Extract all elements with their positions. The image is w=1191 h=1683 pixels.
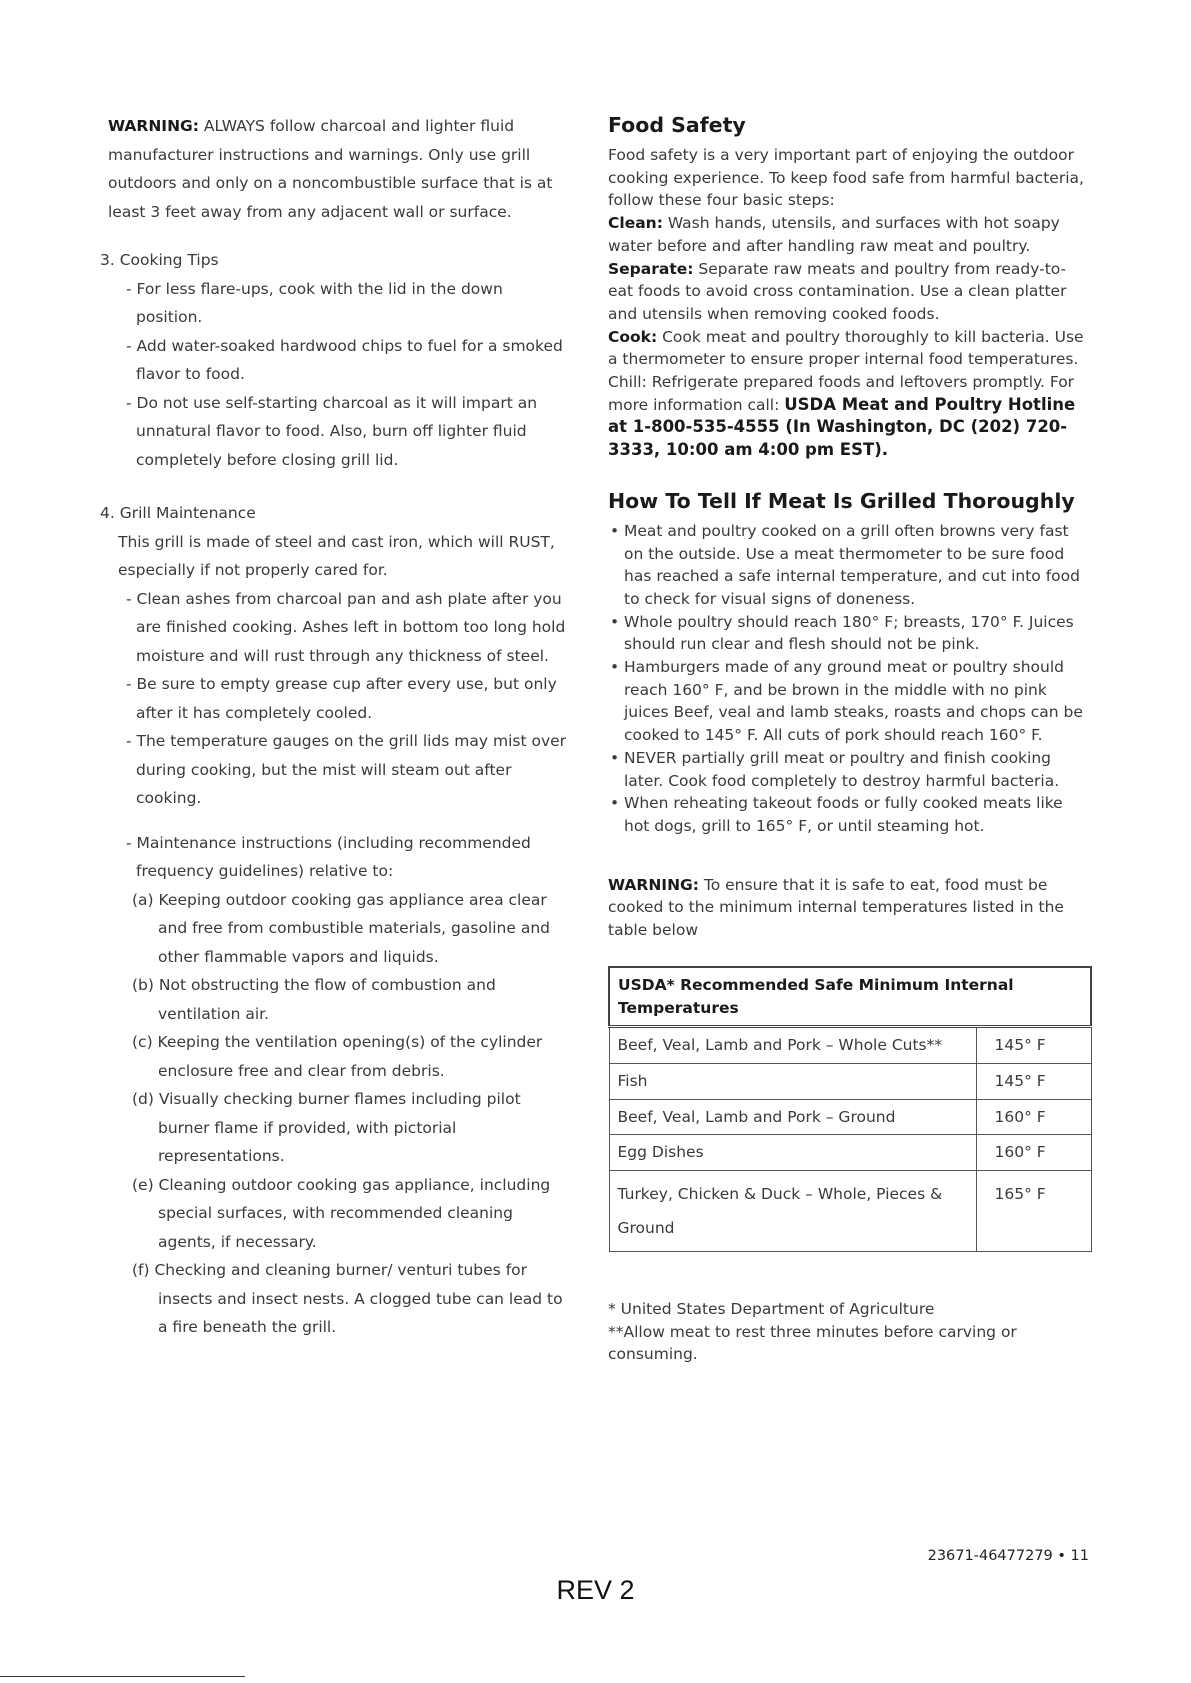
- page-reference: 23671-46477279 • 11: [927, 1548, 1089, 1564]
- warning2-label: WARNING:: [608, 875, 699, 894]
- chill-text: Chill: Refrigerate prepared foods and leftovers promptly. For more information call:: [608, 373, 1075, 414]
- cook-step: [608, 326, 1086, 371]
- footnotes: [608, 1298, 1086, 1366]
- list-item: • Whole poultry should reach 180° F; breasts, 170° F. Juices should run clear and flesh should not be pink.: [608, 611, 1086, 656]
- meat-title: How To Tell If Meat Is Grilled Thoroughly: [608, 488, 1075, 513]
- warning-text: ALWAYS follow charcoal and lighter fluid manufacturer instructions and warnings. Only use grill outdoors and only on a noncombustible surface that is at least 3 feet away from any adjacent wall or surface.: [108, 117, 553, 221]
- warning2-text: To ensure that it is safe to eat, food must be cooked to the minimum internal temperatures listed in the table below: [608, 875, 1064, 940]
- footnote: * United States Department of Agriculture: [608, 1300, 935, 1319]
- meat-section: [608, 488, 1086, 838]
- temp-cell: 165° F: [976, 1171, 1091, 1252]
- table-header-row: [609, 967, 1091, 1027]
- spacer: [118, 813, 573, 829]
- list-item: • When reheating takeout foods or fully cooked meats like hot dogs, grill to 165° F, or until steaming hot.: [608, 792, 1086, 837]
- food-cell: Fish: [609, 1063, 976, 1099]
- table-row: [609, 1135, 1091, 1171]
- section-number: 4.: [100, 504, 115, 522]
- cooking-tips-heading: [100, 246, 573, 275]
- chill-step: [608, 371, 1086, 462]
- cooking-tips-section: [100, 246, 573, 474]
- cook-text: Cook meat and poultry thoroughly to kill bacteria. Use a thermometer to ensure proper internal food temperatures.: [608, 327, 1084, 369]
- list-item: - Add water-soaked hardwood chips to fuel for a smoked flavor to food.: [126, 336, 563, 383]
- sub-item-c: (c) Keeping the ventilation opening(s) of the cylinder enclosure free and clear from debris.: [132, 1033, 543, 1080]
- list-item: - Do not use self-starting charcoal as it will impart an unnatural flavor to food. Also, burn off lighter fluid completely before closing grill lid.: [126, 393, 538, 469]
- meat-bullet-list: [608, 520, 1086, 838]
- temperature-table: [608, 966, 1092, 1252]
- table-row: [609, 1063, 1091, 1099]
- list-item: - For less flare-ups, cook with the lid in the down position.: [126, 279, 503, 326]
- list-item: • NEVER partially grill meat or poultry and finish cooking later. Cook food completely to destroy harmful bacteria.: [608, 747, 1086, 792]
- maintenance-heading: [100, 499, 573, 528]
- clean-step: [608, 212, 1086, 257]
- bottom-rule: [0, 1676, 245, 1677]
- sub-item-e: (e) Cleaning outdoor cooking gas appliance, including special surfaces, with recommended cleaning agents, if necessary.: [132, 1175, 551, 1251]
- table-header: USDA* Recommended Safe Minimum Internal Temperatures: [609, 967, 1091, 1027]
- table-row: [609, 1171, 1091, 1252]
- sub-item-d: (d) Visually checking burner flames including pilot burner flame if provided, with pictorial representations.: [132, 1090, 521, 1165]
- right-column: [608, 112, 1086, 1366]
- list-item: • Meat and poultry cooked on a grill often browns very fast on the outside. Use a meat thermometer to be sure food has reached a safe internal temperature, and cut into food to check for visual signs of doneness.: [608, 520, 1086, 611]
- food-safety-intro: Food safety is a very important part of enjoying the outdoor cooking experience. To keep food safe from harmful bacteria, follow these four basic steps:: [608, 146, 1084, 210]
- temp-cell: 160° F: [976, 1135, 1091, 1171]
- table-row: [609, 1099, 1091, 1135]
- temp-cell: 160° F: [976, 1099, 1091, 1135]
- section-title: Grill Maintenance: [119, 504, 256, 522]
- temp-cell: 145° F: [976, 1027, 1091, 1064]
- cook-label: Cook:: [608, 327, 658, 346]
- spacer: [108, 226, 573, 246]
- warning-paragraph: [108, 112, 573, 226]
- food-cell: Beef, Veal, Lamb and Pork – Whole Cuts**: [609, 1027, 976, 1064]
- maintenance-intro: This grill is made of steel and cast iron, which will RUST, especially if not properly cared for.: [118, 532, 555, 579]
- sub-item-a: (a) Keeping outdoor cooking gas appliance area clear and free from combustible materials, gasoline and other flammable vapors and liquids.: [132, 890, 550, 966]
- section-number: 3.: [100, 251, 115, 269]
- food-cell: Beef, Veal, Lamb and Pork – Ground: [609, 1099, 976, 1135]
- food-safety-title: Food Safety: [608, 113, 746, 137]
- footnote: **Allow meat to rest three minutes before carving or consuming.: [608, 1322, 1017, 1364]
- revision-label: REV 2: [556, 1575, 635, 1605]
- food-cell: Turkey, Chicken & Duck – Whole, Pieces & Ground: [609, 1171, 976, 1252]
- maintenance-instructions: - Maintenance instructions (including recommended frequency guidelines) relative to:: [126, 833, 531, 880]
- hotline-text: USDA Meat and Poultry Hotline at 1-800-535-4555 (In Washington, DC (202) 720-3333, 10:00 am 4:00 pm EST).: [608, 394, 1076, 460]
- spacer: [108, 474, 573, 499]
- sub-item-b: (b) Not obstructing the flow of combustion and ventilation air.: [132, 976, 496, 1023]
- clean-label: Clean:: [608, 214, 663, 233]
- maintenance-section: [100, 499, 573, 1342]
- section-title: Cooking Tips: [119, 251, 219, 269]
- table-row: [609, 1027, 1091, 1064]
- left-column: [100, 112, 573, 1342]
- food-cell: Egg Dishes: [609, 1135, 976, 1171]
- separate-label: Separate:: [608, 259, 694, 278]
- food-safety-section: [608, 112, 1086, 462]
- warning2-paragraph: [608, 874, 1086, 942]
- list-item: - The temperature gauges on the grill lids may mist over during cooking, but the mist will steam out after cooking.: [126, 732, 567, 807]
- temp-cell: 145° F: [976, 1063, 1091, 1099]
- list-item: - Be sure to empty grease cup after every use, but only after it has completely cooled.: [126, 675, 557, 722]
- list-item: • Hamburgers made of any ground meat or poultry should reach 160° F, and be brown in the middle with no pink juices Beef, veal and lamb steaks, roasts and chops can be cooked to 145° F. All cuts of pork should reach 160° F.: [608, 656, 1086, 747]
- clean-text: Wash hands, utensils, and surfaces with hot soapy water before and after handling raw meat and poultry.: [608, 214, 1060, 255]
- separate-text: Separate raw meats and poultry from ready-to-eat foods to avoid cross contamination. Use a clean platter and utensils when removing cooked foods.: [608, 259, 1067, 323]
- warning-label: WARNING:: [108, 117, 199, 135]
- separate-step: [608, 258, 1086, 326]
- sub-item-f: (f) Checking and cleaning burner/ venturi tubes for insects and insect nests. A clogged tube can lead to a fire beneath the grill.: [132, 1261, 563, 1336]
- list-item: - Clean ashes from charcoal pan and ash plate after you are finished cooking. Ashes left in bottom too long hold moisture and will rust through any thickness of steel.: [126, 589, 566, 665]
